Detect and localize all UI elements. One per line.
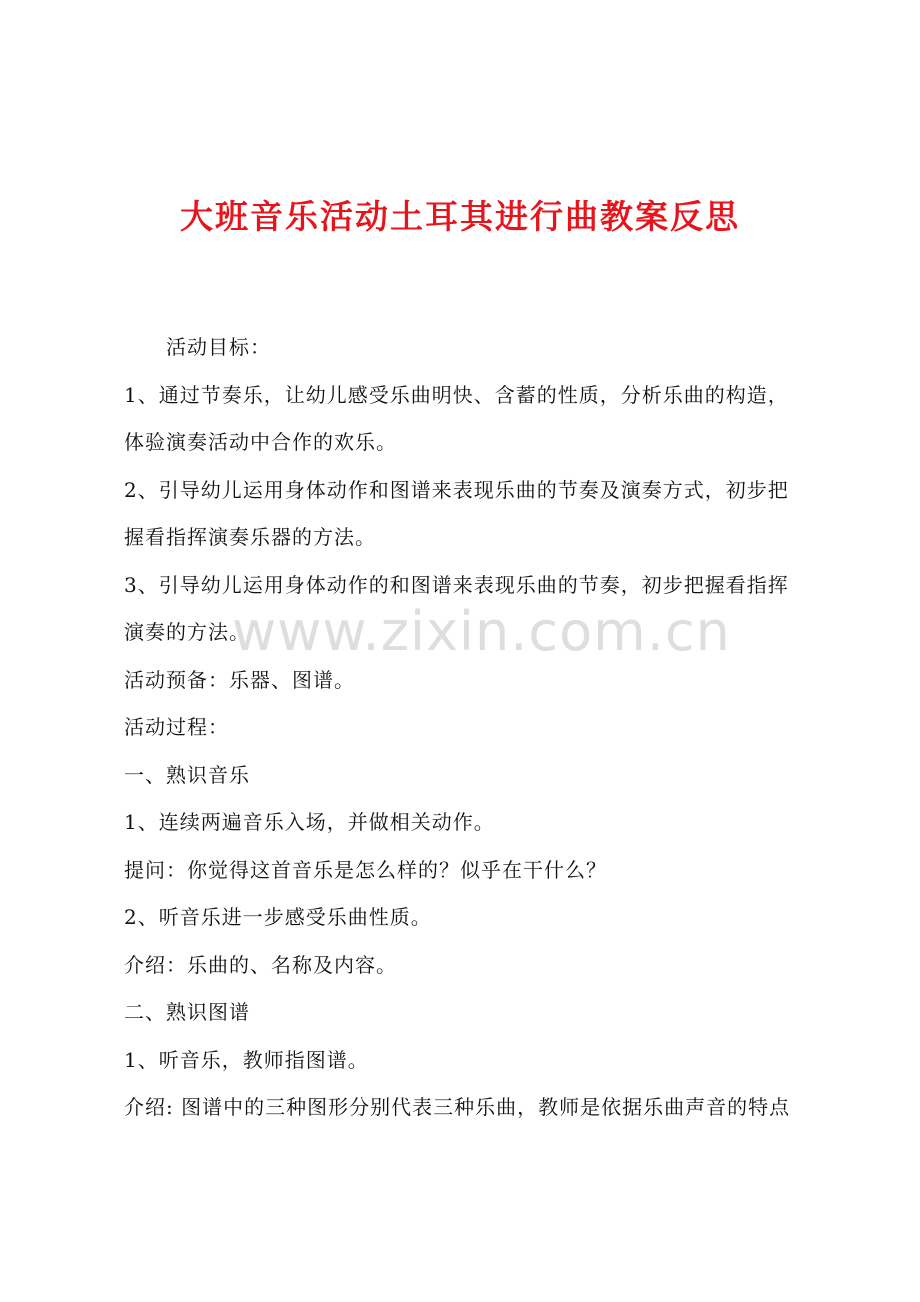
paragraph-line: 演奏的方法。	[124, 620, 250, 644]
paragraph-line: 提问：你觉得这首音乐是怎么样的？似乎在干什么？	[124, 857, 607, 882]
paragraph-line: 活动过程：	[124, 715, 229, 739]
paragraph-line: 1、连续两遍音乐入场，并做相关动作。	[124, 810, 495, 834]
document-body	[124, 324, 814, 1132]
paragraph-line: 握看指挥演奏乐器的方法。	[124, 525, 376, 549]
paragraph-line: 1、听音乐，教师指图谱。	[124, 1047, 369, 1072]
paragraph-line: 活动预备：乐器、图谱。	[124, 667, 355, 692]
watermark: www.zixin.com.cn	[232, 600, 731, 663]
section-heading: 二、熟识图谱	[124, 1000, 250, 1024]
paragraph-line: 体验演奏活动中合作的欢乐。	[124, 430, 397, 454]
paragraph-line: 介绍：乐曲的、名称及内容。	[124, 952, 397, 977]
paragraph-line: 介绍: 图谱中的三种图形分别代表三种乐曲，教师是依据乐曲声音的特点	[124, 1095, 791, 1119]
paragraph-line: 2、引导幼儿运用身体动作和图谱来表现乐曲的节奏及演奏方式，初步把	[124, 477, 789, 502]
paragraph-line: 2、听音乐进一步感受乐曲性质。	[124, 905, 432, 929]
paragraph-line: 活动目标：	[166, 335, 271, 359]
paragraph-line: 1、通过节奏乐，让幼儿感受乐曲明快、含蓄的性质，分析乐曲的构造，	[124, 382, 789, 407]
paragraph-line: 3、引导幼儿运用身体动作的和图谱来表现乐曲的节奏，初步把握看指挥	[124, 572, 789, 597]
section-heading: 一、熟识音乐	[124, 762, 250, 787]
document-title: 大班音乐活动土耳其进行曲教案反思	[180, 197, 740, 236]
